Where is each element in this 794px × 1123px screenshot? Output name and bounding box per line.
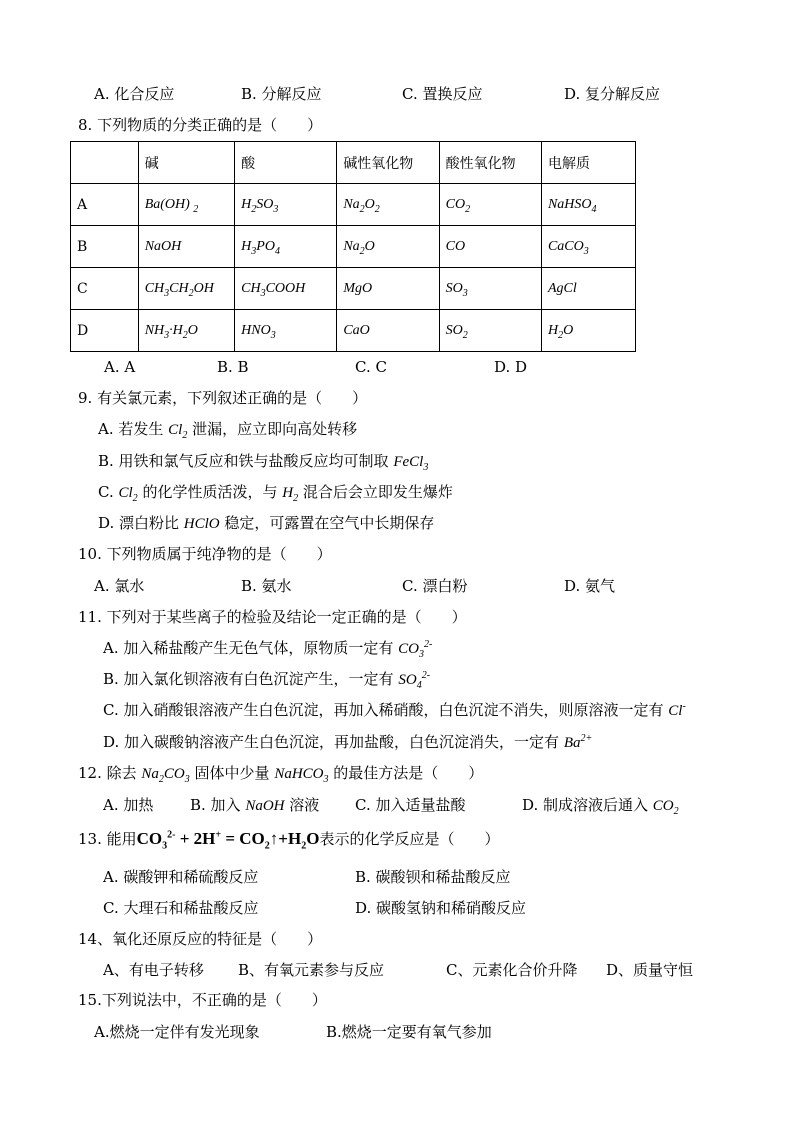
table-row-label: C	[71, 268, 139, 310]
q11-stem: 11. 下列对于某些离子的检验及结论一定正确的是（ ）	[78, 608, 467, 626]
table-header-cell: 电解质	[541, 142, 635, 184]
table-cell: NaHSO$_4$	[541, 184, 635, 226]
q8-option-a: A. A	[104, 358, 136, 376]
table-header-cell: 酸	[235, 142, 337, 184]
table-cell: $H_3PO_4$	[235, 226, 337, 268]
q11-option-c: C. 加入硝酸银溶液产生白色沉淀，再加入稀硝酸，白色沉淀不消失，则原溶液一定有 Cl-	[103, 701, 686, 719]
q7-option-b: B. 分解反应	[241, 85, 322, 103]
q13-option-c: C. 大理石和稀盐酸反应	[103, 899, 259, 917]
table-cell: $NH_3\cdot H_2O$	[138, 310, 234, 352]
q7-option-c: C. 置换反应	[402, 85, 483, 103]
q13-stem-suffix: 表示的化学反应是（ ）	[319, 830, 500, 848]
table-cell: Ba(OH) $_2$	[138, 184, 234, 226]
q12-stem: 12. 除去 $Na_2CO_3$ 固体中少量 NaHCO$_3$ 的最佳方法是（ ）	[78, 764, 484, 785]
q12-option-b: B. 加入 NaOH 溶液	[190, 796, 320, 814]
q13-option-b: B. 碳酸钡和稀盐酸反应	[355, 868, 511, 886]
table-cell: CO	[439, 226, 541, 268]
q12-option-d: D. 制成溶液后通入 $CO_2$	[522, 796, 679, 817]
q13-ionic-equation: $CO_3^{2-} + 2H^+$ = $CO_2↑+H_2O$	[136, 829, 320, 852]
q11-option-b: B. 加入氯化钡溶液有白色沉淀产生，一定有 $SO_4^{2-}$	[103, 670, 431, 691]
table-cell: $HNO_3$	[235, 310, 337, 352]
table-row	[71, 226, 636, 268]
table-header-cell	[71, 142, 139, 184]
table-cell: $CH_3COOH$	[235, 268, 337, 310]
table-cell: $H_2SO_3$	[235, 184, 337, 226]
q9-option-a: A. 若发生 $Cl_2$ 泄漏，应立即向高处转移	[98, 420, 358, 441]
table-row	[71, 268, 636, 310]
table-header-cell: 碱性氧化物	[337, 142, 439, 184]
q12-option-a: A. 加热	[103, 796, 154, 814]
table-cell: CaO	[337, 310, 439, 352]
table-cell: AgCl	[541, 268, 635, 310]
q8-classification-table	[70, 141, 636, 352]
table-header-cell: 酸性氧化物	[439, 142, 541, 184]
table-cell: $SO_3$	[439, 268, 541, 310]
q14-option-a: A、有电子转移	[103, 961, 204, 979]
q9-option-b: B. 用铁和氯气反应和铁与盐酸反应均可制取 FeCl$_3$	[98, 452, 429, 473]
table-cell: $SO_2$	[439, 310, 541, 352]
q8-option-c: C. C	[355, 358, 387, 376]
q11-option-a: A. 加入稀盐酸产生无色气体，原物质一定有 $CO_3^{2-}$	[103, 639, 433, 660]
q13-stem-prefix: 13. 能用	[78, 830, 137, 848]
q10-option-d: D. 氨气	[564, 577, 616, 595]
table-cell: $Na_2O$	[337, 226, 439, 268]
q9-option-d: D. 漂白粉比 HClO 稳定，可露置在空气中长期保存	[98, 514, 435, 532]
table-row-label: D	[71, 310, 139, 352]
table-row-label: A	[71, 184, 139, 226]
q10-option-b: B. 氨水	[241, 577, 292, 595]
q7-option-a: A. 化合反应	[94, 85, 175, 103]
table-cell: NaOH	[138, 226, 234, 268]
table-cell: MgO	[337, 268, 439, 310]
table-row	[71, 184, 636, 226]
q15-option-a: A.燃烧一定伴有发光现象	[94, 1023, 260, 1041]
q15-option-b: B.燃烧一定要有氧气参加	[326, 1023, 492, 1041]
q14-option-b: B、有氧元素参与反应	[238, 961, 385, 979]
q13-stem	[78, 829, 500, 852]
table-cell: $CO_2$	[439, 184, 541, 226]
q13-option-d: D. 碳酸氢钠和稀硝酸反应	[355, 899, 527, 917]
table-cell: $Na_2O_2$	[337, 184, 439, 226]
q15-stem: 15.下列说法中，不正确的是（ ）	[78, 991, 327, 1009]
table-row-label: B	[71, 226, 139, 268]
q8-option-b: B. B	[217, 358, 249, 376]
q10-option-a: A. 氯水	[94, 577, 145, 595]
q8-stem: 8. 下列物质的分类正确的是（ ）	[78, 116, 323, 134]
table-header-row	[71, 142, 636, 184]
table-cell: $H_2O$	[541, 310, 635, 352]
q12-option-c: C. 加入适量盐酸	[355, 796, 466, 814]
q9-option-c: C. $Cl_2$ 的化学性质活泼，与 $H_2$ 混合后会立即发生爆炸	[98, 483, 453, 504]
q14-option-d: D、质量守恒	[606, 961, 694, 979]
table-cell: $CH_3CH_2OH$	[138, 268, 234, 310]
q13-option-a: A. 碳酸钾和稀硫酸反应	[103, 868, 259, 886]
q8-option-d: D. D	[494, 358, 528, 376]
table-cell: CaCO$_3$	[541, 226, 635, 268]
q11-option-d: D. 加入碳酸钠溶液产生白色沉淀，再加盐酸，白色沉淀消失，一定有 $Ba^{2+}$	[103, 733, 593, 751]
q10-option-c: C. 漂白粉	[402, 577, 468, 595]
q10-stem: 10. 下列物质属于纯净物的是（ ）	[78, 545, 332, 563]
table-row	[71, 310, 636, 352]
q14-option-c: C、元素化合价升降	[446, 961, 578, 979]
q9-stem: 9. 有关氯元素，下列叙述正确的是（ ）	[78, 389, 368, 407]
q14-stem: 14、氧化还原反应的特征是（ ）	[78, 930, 323, 948]
table-header-cell: 碱	[138, 142, 234, 184]
q7-option-d: D. 复分解反应	[564, 85, 661, 103]
